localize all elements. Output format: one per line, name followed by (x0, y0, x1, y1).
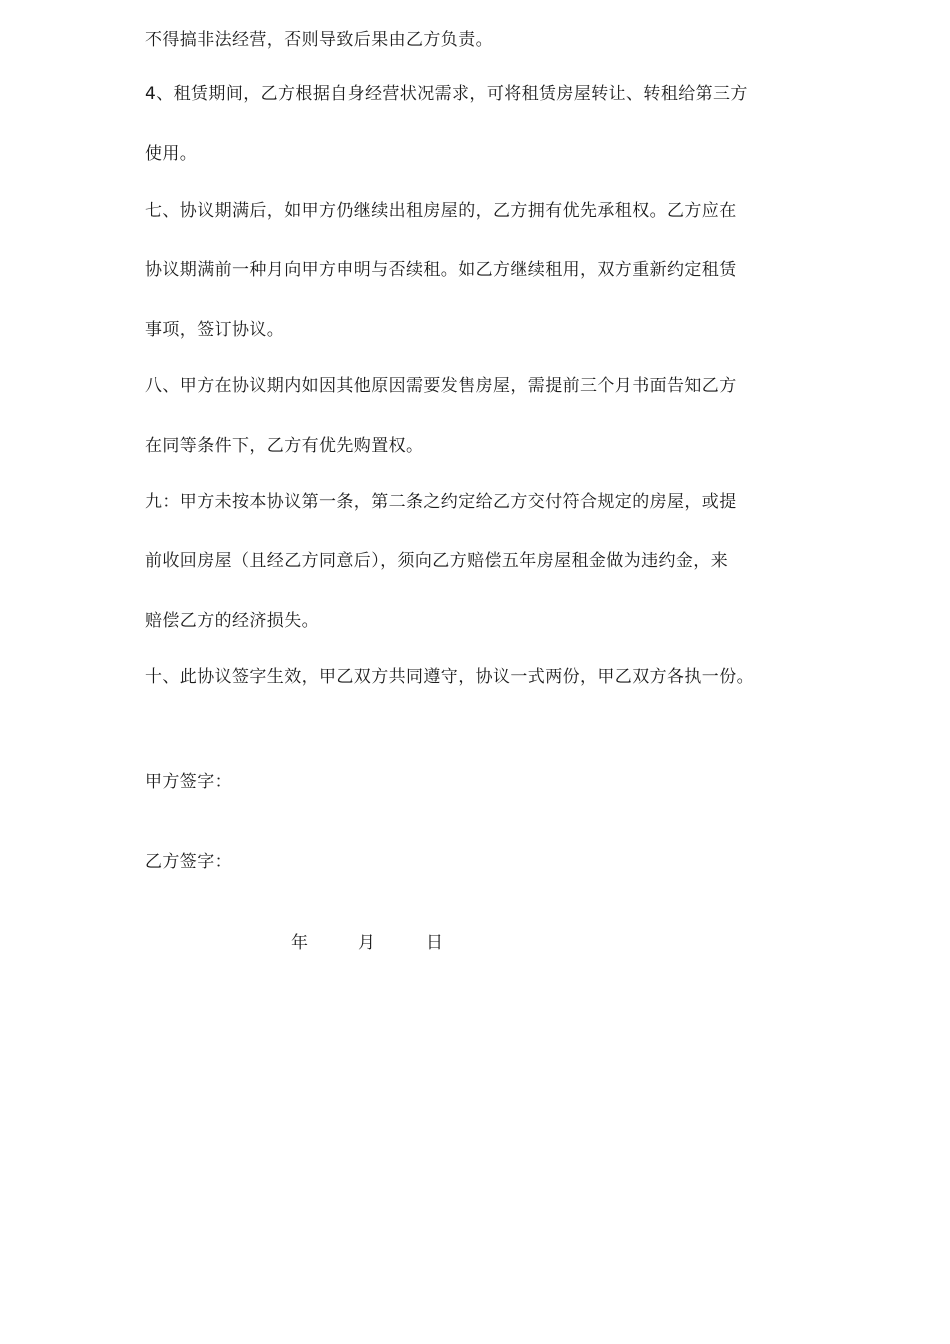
text-line-8: 在同等条件下，乙方有优先购置权。 (145, 436, 424, 456)
text-line-2: 4、租赁期间，乙方根据自身经营状况需求，可将租赁房屋转让、转租给第三方 (145, 84, 748, 104)
text-line-3: 使用。 (145, 144, 198, 164)
text-line-7: 八、甲方在协议期内如因其他原因需要发售房屋，需提前三个月书面告知乙方 (145, 376, 737, 396)
text-line-1: 不得搞非法经营，否则导致后果由乙方负责。 (145, 30, 493, 50)
date-day-label: 日 (426, 933, 443, 953)
text-line-5: 协议期满前一种月向甲方申明与否续租。如乙方继续租用，双方重新约定租赁 (145, 260, 737, 280)
date-year-label: 年 (291, 933, 308, 953)
text-line-11: 赔偿乙方的经济损失。 (145, 611, 319, 631)
party-b-signature-label: 乙方签字： (145, 852, 232, 872)
text-line-12: 十、此协议签字生效，甲乙双方共同遵守，协议一式两份，甲乙双方各执一份。 (145, 667, 754, 687)
text-line-10: 前收回房屋（且经乙方同意后），须向乙方赔偿五年房屋租金做为违约金，来 (145, 551, 729, 571)
text-line-4: 七、协议期满后，如甲方仍继续出租房屋的，乙方拥有优先承租权。乙方应在 (145, 201, 737, 221)
date-month-label: 月 (358, 933, 375, 953)
text-line-9: 九：甲方未按本协议第一条，第二条之约定给乙方交付符合规定的房屋，或提 (145, 492, 737, 512)
text-line-6: 事项，签订协议。 (145, 320, 285, 340)
party-a-signature-label: 甲方签字： (145, 772, 232, 792)
